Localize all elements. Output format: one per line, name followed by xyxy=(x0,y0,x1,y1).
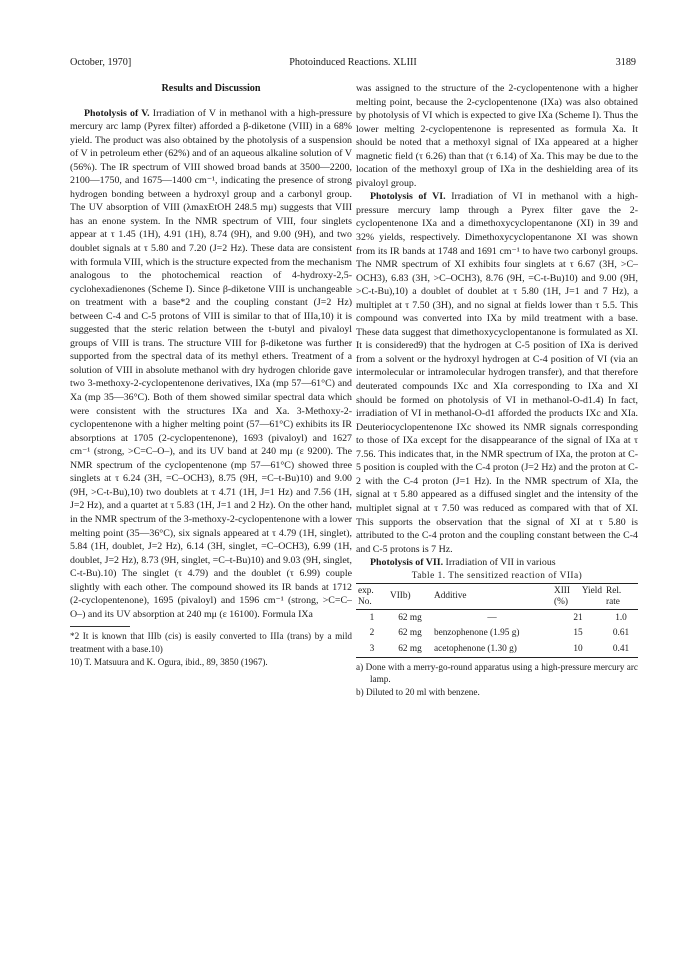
paragraph-heading: Photolysis of VI. xyxy=(370,191,446,203)
header-exp-no: exp. No. xyxy=(358,586,374,607)
header-rel-rate: Rel. rate xyxy=(606,586,622,607)
section-title: Results and Discussion xyxy=(161,83,261,94)
cell-rel-rate: 1.0 xyxy=(615,612,627,623)
footnote: *2 It is known that IIIb (cis) is easily converted to IIIa (trans) by a mild treatment with a base.10) xyxy=(70,631,352,654)
cell-vii: 62 mg xyxy=(398,628,422,639)
cell-additive: — xyxy=(487,612,497,623)
table-row xyxy=(356,626,638,642)
cell-exp-no: 3 xyxy=(369,643,375,654)
table-header-row xyxy=(356,584,638,610)
paragraph-heading: Photolysis of VII. xyxy=(370,557,444,569)
header-title: Photoinduced Reactions. XLIII xyxy=(289,57,417,68)
cell-additive: acetophenone (1.30 g) xyxy=(434,643,517,654)
header-xiii-yield: XIII Yield (%) xyxy=(554,586,602,607)
header-vii: VIIb) xyxy=(390,591,411,602)
sensitized-reaction-table xyxy=(356,583,638,658)
cell-vii: 62 mg xyxy=(398,643,422,654)
reference-10: 10) T. Matsuura and K. Ogura, ibid., 89, 3850 (1967). xyxy=(70,656,268,667)
cell-yield: 15 xyxy=(573,628,583,639)
cell-yield: 10 xyxy=(573,643,583,654)
paragraph-text: Irradiation of V in methanol with a high-pressure mercury arc lamp (Pyrex filter) afforded a β-diketone (VIII) in a 68% yield. The product was also obtained by the photolysis of a suspension of V in petroleum ether (62%) and of an aqueous alkaline solution of V (56%). The IR spectrum of VIII showed broad bands at 3500—2200, 2100—1750, and 1675—1400 cm⁻¹, indicating the presence of strong hydrogen bonding between a hydroxyl group and a carbonyl group. The UV absorption of VIII (λmaxEtOH 248.5 mμ) suggests that VIII has an enone system. In the NMR spectrum of VIII, four singlets appear at τ 1.45 (1H), 4.91 (1H), 8.74 (9H), and 9.00 (9H), and two doublet signals at τ 5.80 and 7.20 (J=2 Hz). These data are consistent with formula VIII, which is the structure expected from the mechanism analogous to the photochemical reaction of 4-hydroxy-2,5-cyclohexadienones (Scheme I). Since β-diketone VIII is unchangeable on treatment with a base*2 and the coupling constant (J=2 Hz) between C-4 and C-5 protons of VIII is similar to that of IIIa,10) it is suggested that the steric relation between the t-butyl and pivaloyl groups of VIII is trans. The structure VIII for β-diketone was further supported from the spectral data of its methyl ethers. Treatment of a solution of VIII in absolute methanol with dry hydrogen chloride gave two 3-methoxy-2-cyclopentenone derivatives, IXa (mp 57—61°C) and Xa (mp 35—36°C). Both of them showed similar spectral data which were consistent with the structures IXa and Xa. 3-Methoxy-2-cyclopentenone with a higher melting point (57—61°C) exhibits its IR absorptions at 1705 (2-cyclopentenone), 1693 (pivaloyl) and 1627 cm⁻¹ (strong, >C=C–O–), and its UV band at 240 mμ (ε 9200). The NMR spectrum of the cyclopentenone (mp 57—61°C) showed three singlets at τ 6.24 (3H, =C–OCH3), 8.75 (9H, =C–t-Bu)10) and 9.00 (9H, >C-t-Bu),10) two doublets at τ 4.71 (1H, J=1 Hz) and 7.56 (1H, J=2 Hz), and a quartet at τ 5.83 (1H, J=1 and 2 Hz). On the other hand, in the NMR spectrum of the 3-methoxy-2-cyclopentenone with a lower melting point (35—36°C), six signals appeared at τ 4.79 (1H, singlet), 5.84 (1H, doublet, J=2 Hz), 6.14 (3H, singlet, =C–OCH3), 6.99 (1H, doublet, J=2 Hz), 8.73 (9H, singlet, =C–t-Bu)10) and 9.03 (9H, singlet, C-t-Bu).10) The singlet (τ 4.79) and the doublet (τ 6.99) couple slightly with each other. The compound showed its IR bands at 1712 (2-cyclopentenone), 1695 (pivaloyl) and 1596 cm⁻¹ (strong, >C=C–O–) and its UV absorption at 240 mμ (ε 16100). Formula IXa xyxy=(70,107,352,620)
paragraph-photolysis-vii xyxy=(356,556,638,570)
paragraph-text: Irradiation of VI in methanol with a high-pressure mercury lamp through a Pyrex filter gave the 2-cyclopentenone IXa and a dimethoxycyclopentanone (XI) in 39 and 32% yields, respectively. Dimethoxycyclopentanone XI was shown from its IR bands at 1748 and 1691 cm⁻¹ to have two carbonyl groups. The NMR spectrum of XI exhibits four singlets at τ 6.67 (3H, >C–OCH3), 6.83 (3H, >C–OCH3), 8.76 (9H, =C-t-Bu)10) and 9.00 (9H, >C-t-Bu),10) a doublet of doublet at τ 5.80 (1H, J=1 and 7 Hz), a multiplet at τ 7.50 (3H), and no signal at fields lower than τ 5.5. This compound was converted into IXa by mild treatment with a base. These data suggest that dimethoxycyclopentanone is formulated as XI. It is considered9) that the hydrogen at C-5 position of IXa is derived from a solvent or the hydroxyl hydrogen at C-4 position of VI (via an intermolecular or intramolecular hydrogen transfer), and that therefore deuterated compounds IXc and XIa corresponding to IXa and XI should be formed on photolysis of VI in methanol-O-d1.4) In fact, irradiation of VI in methanol-O-d1 afforded the products IXc and XIa. Deuteriocyclopentenone IXc showed its NMR signals corresponding to those of IXa except for the disappearance of the signal of IXa at τ 7.56. This indicates that, in the NMR spectrum of IXa, the proton at C-5 position is coupled with the C-4 proton (J=2 Hz) and the proton at C-2 with the C-4 proton (J=1 Hz). In the NMR spectrum of XIa, the signal at τ 5.80 appeared as a diffused singlet and the intensity of the multiplet signal at τ 7.50 was reduced as compared with that of XI. This supports the observation that the signal of XI at τ 5.80 is attributed to the C-4 proton and the coupling constant between the C-4 and C-5 protons is 7 Hz. xyxy=(356,191,638,555)
cell-yield: 21 xyxy=(573,612,583,623)
right-column xyxy=(356,82,638,698)
header-additive: Additive xyxy=(434,591,467,602)
table-note-b: b) Diluted to 20 ml with benzene. xyxy=(356,686,480,697)
paragraph-text: Irradiation of VII in various xyxy=(445,557,556,569)
cell-rel-rate: 0.41 xyxy=(612,643,630,654)
table-caption: Table 1. The sensitized reaction of VIIa) xyxy=(411,570,583,581)
footnote-divider xyxy=(70,626,130,627)
table-notes xyxy=(356,661,638,698)
running-header xyxy=(70,56,636,70)
cell-exp-no: 2 xyxy=(369,628,375,639)
cell-vii: 62 mg xyxy=(398,612,422,623)
cell-rel-rate: 0.61 xyxy=(612,628,630,639)
header-date: October, 1970] xyxy=(70,57,132,68)
table-row xyxy=(356,610,638,626)
paragraph-continued: was assigned to the structure of the 2-cyclopentenone with a higher melting point, because the 2-cyclopentenone (IXa) was also obtained by photolysis of VI which is expected to give IXa (Scheme I). Thus the lower melting 2-cyclopentenone is represented as formula Xa. It should be noted that a methoxyl signal of IXa appeared at a higher magnetic field (τ 6.26) than that (τ 6.14) of Xa. This may be due to the location of the methoxyl group of IXa in the deshielding area of its pivaloyl group. xyxy=(356,83,638,189)
paragraph-heading: Photolysis of V. xyxy=(84,107,150,119)
left-column xyxy=(70,82,352,668)
cell-additive: benzophenone (1.95 g) xyxy=(434,628,520,639)
paragraph-photolysis-v xyxy=(70,107,352,622)
cell-exp-no: 1 xyxy=(369,612,375,623)
paragraph-photolysis-vi xyxy=(356,190,638,556)
table-row xyxy=(356,641,638,657)
table-note-a: a) Done with a merry-go-round apparatus using a high-pressure mercury arc lamp. xyxy=(356,661,638,685)
header-page-number: 3189 xyxy=(615,57,636,68)
